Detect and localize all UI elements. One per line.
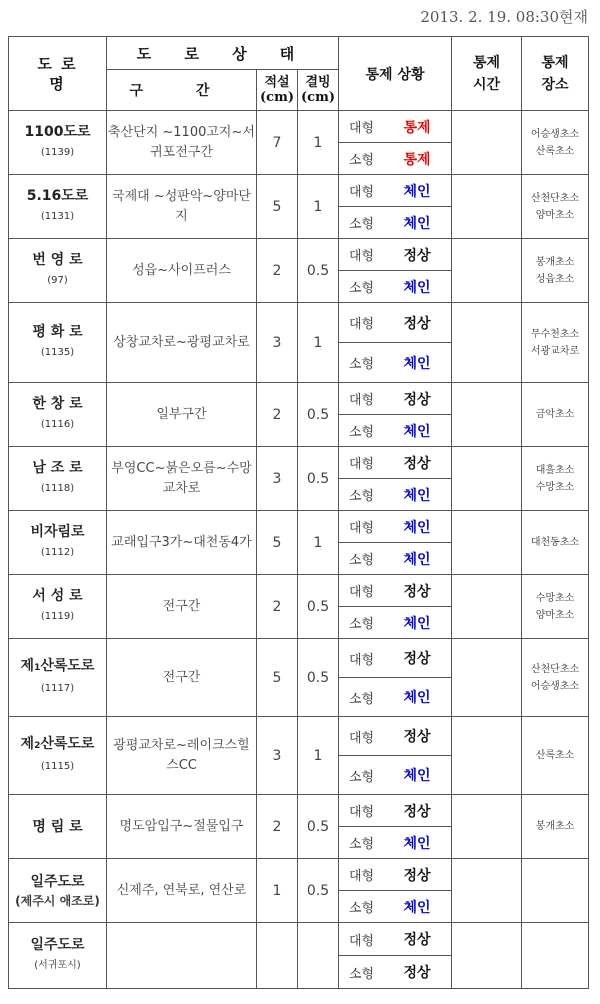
vehicle-type-small: 소형 xyxy=(339,343,396,383)
control-place xyxy=(522,175,589,239)
snow-depth: 3 xyxy=(257,447,298,511)
control-time xyxy=(452,447,522,511)
road-code: (제주시 애조로) xyxy=(15,893,100,908)
vehicle-type-small: 소형 xyxy=(339,607,396,639)
road-code: (1115) xyxy=(40,760,75,772)
snow-depth: 2 xyxy=(257,795,298,859)
vehicle-type-large: 대형 xyxy=(339,795,396,827)
road-code: (1119) xyxy=(40,610,75,622)
control-time xyxy=(452,639,522,717)
vehicle-type-small: 소형 xyxy=(339,827,396,859)
vehicle-type-large: 대형 xyxy=(339,111,396,143)
snow-depth: 2 xyxy=(257,383,298,447)
table-row xyxy=(9,175,589,207)
table-row xyxy=(9,923,589,956)
road-code: (1118) xyxy=(40,482,75,494)
large-vehicle-status: 정상 xyxy=(396,239,452,271)
small-vehicle-status: 체인 xyxy=(396,756,452,795)
control-place xyxy=(522,111,589,175)
road-name: 평 화 로 xyxy=(32,323,83,340)
road-section: 일부구간 xyxy=(107,383,257,447)
large-vehicle-status: 정상 xyxy=(396,859,452,891)
road-name-cell xyxy=(9,175,107,239)
large-vehicle-status: 통제 xyxy=(396,111,452,143)
control-place-item: 산천단초소 xyxy=(530,663,580,675)
vehicle-type-small: 소형 xyxy=(339,956,396,989)
small-vehicle-status: 체인 xyxy=(396,678,452,717)
header-control-status: 통제 상황 xyxy=(339,37,452,111)
road-name-cell xyxy=(9,239,107,303)
header-road-state: 도 로 상 태 xyxy=(107,37,339,70)
snow-depth xyxy=(257,923,298,989)
road-section: 전구간 xyxy=(107,639,257,717)
road-name-cell xyxy=(9,111,107,175)
header-ice-text: 결빙 (cm) xyxy=(301,75,335,105)
vehicle-type-large: 대형 xyxy=(339,717,396,756)
control-time xyxy=(452,859,522,923)
control-time xyxy=(452,923,522,989)
road-name-cell xyxy=(9,717,107,795)
small-vehicle-status: 체인 xyxy=(396,543,452,575)
table-row xyxy=(9,639,589,678)
control-time xyxy=(452,795,522,859)
road-section: 명도암입구~절물입구 xyxy=(107,795,257,859)
control-place xyxy=(522,511,589,575)
large-vehicle-status: 정상 xyxy=(396,639,452,678)
road-section: 광평교차로~레이크스힐스CC xyxy=(107,717,257,795)
road-name-prefix: 제 xyxy=(20,657,35,674)
ice-depth: 1 xyxy=(298,175,339,239)
control-place-item: 성읍초소 xyxy=(535,273,575,285)
vehicle-type-small: 소형 xyxy=(339,479,396,511)
small-vehicle-status: 체인 xyxy=(396,607,452,639)
large-vehicle-status: 정상 xyxy=(396,383,452,415)
snow-depth: 2 xyxy=(257,239,298,303)
road-name: 1100도로 xyxy=(24,123,91,140)
table-row xyxy=(9,859,589,891)
header-road-name xyxy=(9,37,107,111)
ice-depth: 1 xyxy=(298,111,339,175)
vehicle-type-large: 대형 xyxy=(339,447,396,479)
road-name-cell xyxy=(9,639,107,717)
table-row xyxy=(9,303,589,343)
control-time xyxy=(452,239,522,303)
control-time xyxy=(452,717,522,795)
road-name-cell xyxy=(9,923,107,989)
large-vehicle-status: 체인 xyxy=(396,175,452,207)
road-name-prefix: 제 xyxy=(20,735,35,752)
road-section: 국제대 ~성판악~양마단지 xyxy=(107,175,257,239)
control-place-item: 산록초소 xyxy=(535,750,575,761)
large-vehicle-status: 정상 xyxy=(396,303,452,343)
ice-depth: 0.5 xyxy=(298,859,339,923)
large-vehicle-status: 정상 xyxy=(396,795,452,827)
road-name-cell xyxy=(9,859,107,923)
control-place xyxy=(522,239,589,303)
snow-depth: 3 xyxy=(257,303,298,383)
table-row xyxy=(9,239,589,271)
large-vehicle-status: 정상 xyxy=(396,447,452,479)
control-place xyxy=(522,303,589,383)
road-name: 5.16도로 xyxy=(26,187,89,204)
road-code: (1131) xyxy=(40,210,75,222)
control-place-item: 봉개초소 xyxy=(535,256,575,268)
road-code: (1117) xyxy=(40,682,75,694)
road-name-suffix: 산록도로 xyxy=(40,657,95,674)
vehicle-type-large: 대형 xyxy=(339,175,396,207)
header-snow-text: 적설 (cm) xyxy=(260,75,294,105)
road-name-cell xyxy=(9,303,107,383)
road-status-table xyxy=(8,36,589,989)
large-vehicle-status: 체인 xyxy=(396,511,452,543)
ice-depth: 0.5 xyxy=(298,639,339,717)
control-place-item: 금악초소 xyxy=(535,409,575,420)
road-code: (1112) xyxy=(40,546,75,558)
small-vehicle-status: 체인 xyxy=(396,827,452,859)
road-rows xyxy=(9,111,589,989)
control-place-item: 대천동초소 xyxy=(530,537,580,548)
table-row xyxy=(9,511,589,543)
road-name-suffix: 산록도로 xyxy=(40,735,95,752)
road-name: 명 림 로 xyxy=(32,818,83,835)
vehicle-type-small: 소형 xyxy=(339,207,396,239)
road-name-cell xyxy=(9,795,107,859)
header-section: 구 간 xyxy=(107,70,257,111)
control-place-item: 산천단초소 xyxy=(530,192,580,204)
vehicle-type-small: 소형 xyxy=(339,756,396,795)
large-vehicle-status: 정상 xyxy=(396,923,452,956)
vehicle-type-large: 대형 xyxy=(339,639,396,678)
large-vehicle-status: 정상 xyxy=(396,575,452,607)
road-name-cell xyxy=(9,575,107,639)
road-name-cell xyxy=(9,447,107,511)
small-vehicle-status: 체인 xyxy=(396,207,452,239)
road-code: (1139) xyxy=(40,146,75,158)
road-section: 부영CC~붉은오름~수망교차로 xyxy=(107,447,257,511)
road-name-index: 2 xyxy=(34,740,41,751)
table-row xyxy=(9,447,589,479)
control-place-item: 수망초소 xyxy=(535,481,575,493)
control-place-item: 서광교차로 xyxy=(530,345,580,357)
control-place xyxy=(522,447,589,511)
road-section: 성읍~사이프러스 xyxy=(107,239,257,303)
control-time xyxy=(452,111,522,175)
road-code: (1116) xyxy=(40,418,75,430)
control-place-item: 양마초소 xyxy=(535,609,575,621)
snow-depth: 7 xyxy=(257,111,298,175)
road-name: 비자림로 xyxy=(30,523,85,540)
ice-depth: 0.5 xyxy=(298,795,339,859)
road-name: 일주도로 xyxy=(30,873,85,890)
snow-depth: 1 xyxy=(257,859,298,923)
control-time xyxy=(452,511,522,575)
road-code: (1135) xyxy=(40,346,75,358)
road-name-index: 1 xyxy=(34,662,41,673)
control-place xyxy=(522,795,589,859)
road-section: 교래입구3가~대천동4가 xyxy=(107,511,257,575)
control-time xyxy=(452,303,522,383)
control-place-item: 수망초소 xyxy=(535,592,575,604)
road-section: 신제주, 연북로, 연산로 xyxy=(107,859,257,923)
vehicle-type-small: 소형 xyxy=(339,271,396,303)
table-row xyxy=(9,111,589,143)
vehicle-type-large: 대형 xyxy=(339,239,396,271)
table-row xyxy=(9,575,589,607)
road-name: 번 영 로 xyxy=(32,251,83,268)
control-place xyxy=(522,383,589,447)
small-vehicle-status: 체인 xyxy=(396,343,452,383)
control-time xyxy=(452,383,522,447)
vehicle-type-large: 대형 xyxy=(339,575,396,607)
vehicle-type-large: 대형 xyxy=(339,511,396,543)
header-road-name-text: 도 로 명 xyxy=(37,54,78,93)
road-code: (서귀포시) xyxy=(34,959,81,971)
header-ice xyxy=(298,70,339,111)
header-control-place-text: 통제 장소 xyxy=(541,54,569,93)
table-row xyxy=(9,795,589,827)
road-name: 일주도로 xyxy=(30,936,85,953)
snow-depth: 5 xyxy=(257,511,298,575)
ice-depth: 1 xyxy=(298,303,339,383)
road-section: 상창교차로~광평교차로 xyxy=(107,303,257,383)
vehicle-type-small: 소형 xyxy=(339,415,396,447)
vehicle-type-large: 대형 xyxy=(339,923,396,956)
ice-depth xyxy=(298,923,339,989)
vehicle-type-small: 소형 xyxy=(339,891,396,923)
small-vehicle-status: 통제 xyxy=(396,143,452,175)
road-name: 서 성 로 xyxy=(32,587,83,604)
header-snow xyxy=(257,70,298,111)
large-vehicle-status: 정상 xyxy=(396,717,452,756)
table-row xyxy=(9,383,589,415)
road-name-cell xyxy=(9,383,107,447)
report-timestamp: 2013. 2. 19. 08:30현재 xyxy=(420,8,588,26)
vehicle-type-small: 소형 xyxy=(339,143,396,175)
small-vehicle-status: 체인 xyxy=(396,891,452,923)
control-place-item: 양마초소 xyxy=(535,209,575,221)
road-name: 한 창 로 xyxy=(32,395,83,412)
control-place-item: 무수천초소 xyxy=(530,328,580,340)
snow-depth: 5 xyxy=(257,639,298,717)
road-code: (97) xyxy=(47,274,68,286)
control-place xyxy=(522,859,589,923)
control-place xyxy=(522,923,589,989)
control-time xyxy=(452,175,522,239)
control-place-item: 어승생초소 xyxy=(530,680,580,692)
road-name-cell xyxy=(9,511,107,575)
small-vehicle-status: 체인 xyxy=(396,271,452,303)
road-section: 축산단지 ~1100고지~서귀포전구간 xyxy=(107,111,257,175)
header-control-place xyxy=(522,37,589,111)
table-row xyxy=(9,717,589,756)
control-time xyxy=(452,575,522,639)
header-control-time-text: 통제 시간 xyxy=(472,54,501,93)
vehicle-type-small: 소형 xyxy=(339,543,396,575)
control-place xyxy=(522,575,589,639)
ice-depth: 0.5 xyxy=(298,239,339,303)
ice-depth: 0.5 xyxy=(298,575,339,639)
ice-depth: 1 xyxy=(298,511,339,575)
ice-depth: 0.5 xyxy=(298,383,339,447)
control-place-item: 봉개초소 xyxy=(535,821,575,832)
ice-depth: 0.5 xyxy=(298,447,339,511)
vehicle-type-large: 대형 xyxy=(339,383,396,415)
road-name: 남 조 로 xyxy=(32,459,83,476)
control-place-item: 어승생초소 xyxy=(530,128,580,140)
snow-depth: 2 xyxy=(257,575,298,639)
small-vehicle-status: 체인 xyxy=(396,479,452,511)
header-control-time xyxy=(452,37,522,111)
vehicle-type-large: 대형 xyxy=(339,859,396,891)
small-vehicle-status: 체인 xyxy=(396,415,452,447)
vehicle-type-large: 대형 xyxy=(339,303,396,343)
road-section xyxy=(107,923,257,989)
road-section: 전구간 xyxy=(107,575,257,639)
control-place-item: 산록초소 xyxy=(535,145,575,157)
control-place xyxy=(522,639,589,717)
snow-depth: 3 xyxy=(257,717,298,795)
snow-depth: 5 xyxy=(257,175,298,239)
small-vehicle-status: 정상 xyxy=(396,956,452,989)
vehicle-type-small: 소형 xyxy=(339,678,396,717)
control-place xyxy=(522,717,589,795)
control-place-item: 대흘초소 xyxy=(535,464,575,476)
ice-depth: 1 xyxy=(298,717,339,795)
